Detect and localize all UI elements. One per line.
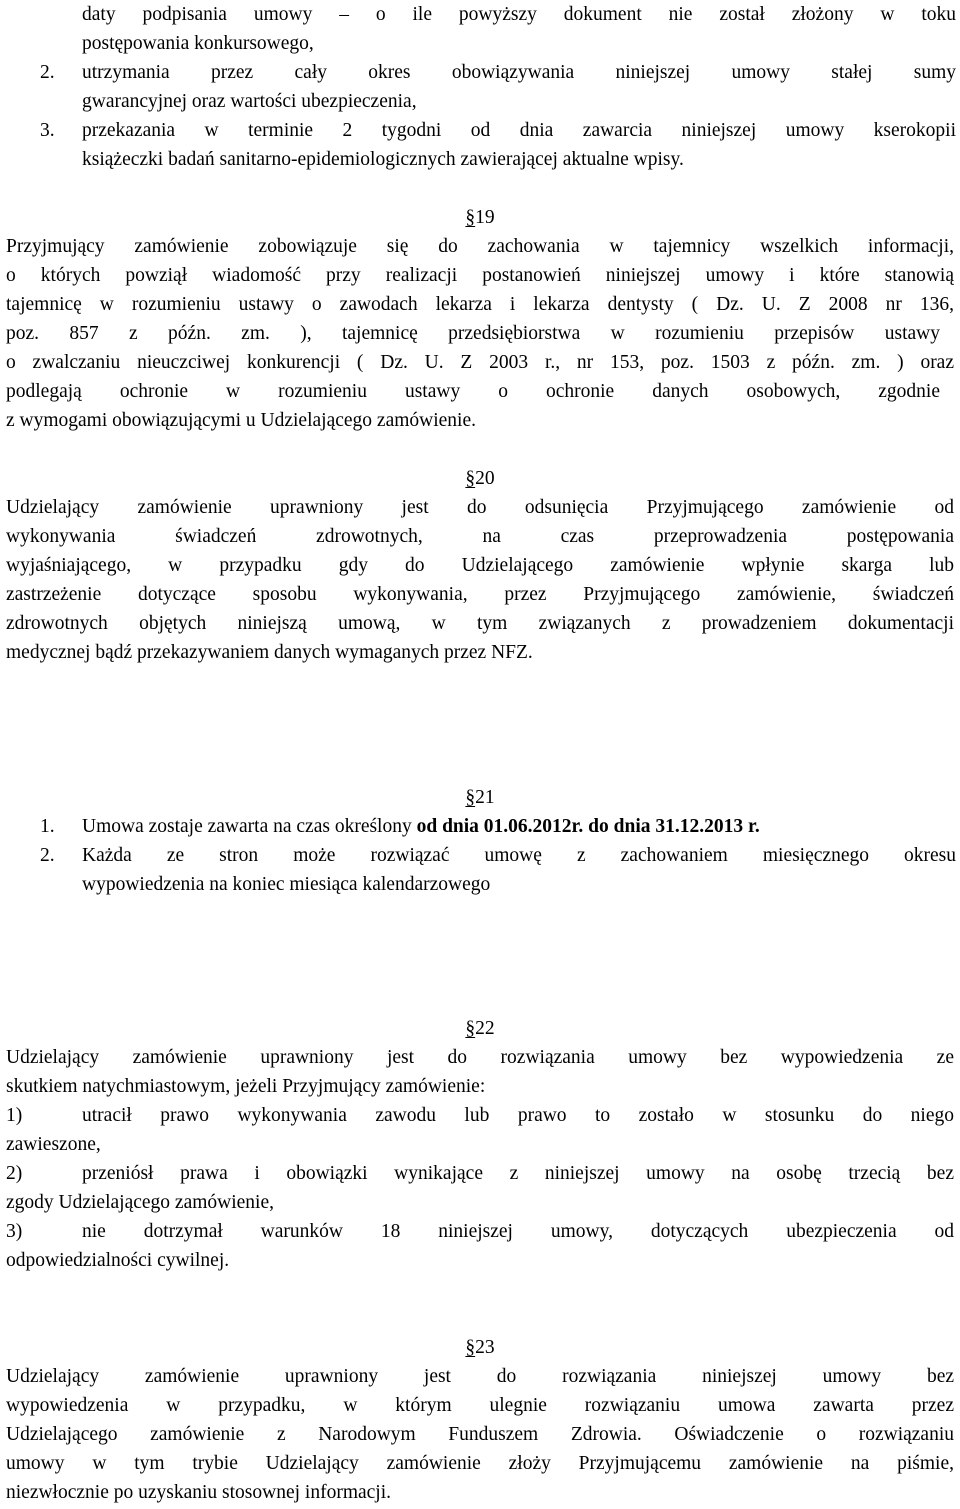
top-item-2-line-2: gwarancyjnej oraz wartości ubezpieczenia, (82, 91, 417, 112)
s23-line-3: Udzielającego zamówienie z Narodowym Funduszem Zdrowia. Oświadczenie o rozwiązaniu (6, 1424, 954, 1445)
section-21-number: 21 (475, 787, 495, 808)
section-21-heading (0, 783, 960, 812)
s21-item-2-line-2: wypowiedzenia na koniec miesiąca kalendarzowego (82, 874, 491, 895)
section-sign-23: § (465, 1337, 476, 1358)
s19-line-7: z wymogami obowiązującymi u Udzielającego zamówienie. (6, 410, 476, 431)
top-item-2-num: 2. (40, 62, 55, 83)
s20-line-5: zdrowotnych objętych niniejszą umową, w tym związanych z prowadzeniem dokumentacji (6, 613, 954, 634)
s19-line-4: poz. 857 z późn. zm. ), tajemnicę przedsiębiorstwa w rozumieniu przepisów ustawy (6, 323, 940, 344)
s20-line-2: wykonywania świadczeń zdrowotnych, na czas przeprowadzenia postępowania (6, 526, 954, 547)
s20-line-1: Udzielający zamówienie uprawniony jest do odsunięcia Przyjmującego zamówienie od (6, 497, 954, 518)
section-22-heading (0, 1014, 960, 1043)
section-sign-21: § (465, 787, 476, 808)
s19-line-2: o których powziął wiadomość przy realizacji postanowień niniejszej umowy i które stanowią (6, 265, 954, 286)
s22-point-3-line-1: nie dotrzymał warunków 18 niniejszej umowy, dotyczących ubezpieczenia od (82, 1221, 954, 1242)
section-23-number: 23 (475, 1337, 495, 1358)
s19-line-1: Przyjmujący zamówienie zobowiązuje się do zachowania w tajemnicy wszelkich informacji, (6, 236, 954, 257)
s23-line-1: Udzielający zamówienie uprawniony jest do rozwiązania niniejszej umowy bez (6, 1366, 954, 1387)
s21-item-2-num: 2. (40, 845, 55, 866)
s23-line-2: wypowiedzenia w przypadku, w którym ulegnie rozwiązaniu umowa zawarta przez (6, 1395, 954, 1416)
section-20-number: 20 (475, 468, 495, 489)
section-sign-22: § (465, 1018, 476, 1039)
s21-item-1 (82, 812, 760, 841)
s21-item-1-num: 1. (40, 816, 55, 837)
s22-point-1-line-1: utracił prawo wykonywania zawodu lub prawo to zostało w stosunku do niego (82, 1105, 954, 1126)
section-22-number: 22 (475, 1018, 495, 1039)
top-item-3-line-1: przekazania w terminie 2 tygodni od dnia zawarcia niniejszej umowy kserokopii (82, 120, 956, 141)
section-19-heading (0, 203, 960, 232)
s22-intro-line-1: Udzielający zamówienie uprawniony jest do rozwiązania umowy bez wypowiedzenia ze (6, 1047, 954, 1068)
top-item-2-line-1: utrzymania przez cały okres obowiązywania niniejszej umowy stałej sumy (82, 62, 956, 83)
s20-line-4: zastrzeżenie dotyczące sposobu wykonywania, przez Przyjmującego zamówienie, świadczeń (6, 584, 954, 605)
top-item-3-line-2: książeczki badań sanitarno-epidemiologicznych zawierającej aktualne wpisy. (82, 149, 684, 170)
s19-line-5: o zwalczaniu nieuczciwej konkurencji ( Dz. U. Z 2003 r., nr 153, poz. 1503 z późn. zm. ) oraz (6, 352, 954, 373)
s22-intro-line-2: skutkiem natychmiastowym, jeżeli Przyjmujący zamówienie: (6, 1076, 486, 1097)
section-sign-19: § (465, 207, 476, 228)
s22-point-3-num: 3) (6, 1221, 23, 1242)
s19-line-6: podlegają ochronie w rozumieniu ustawy o ochronie danych osobowych, zgodnie (6, 381, 940, 402)
s22-point-3-line-2: odpowiedzialności cywilnej. (6, 1250, 230, 1271)
top-line-2: postępowania konkursowego, (82, 33, 314, 54)
section-sign-20: § (465, 468, 476, 489)
section-19-number: 19 (475, 207, 495, 228)
s23-line-5: niezwłocznie po uzyskaniu stosownej informacji. (6, 1482, 392, 1503)
s20-line-3: wyjaśniającego, w przypadku gdy do Udzielającego zamówienie wpłynie skarga lub (6, 555, 954, 576)
s22-point-2-num: 2) (6, 1163, 23, 1184)
s23-line-4: umowy w tym trybie Udzielający zamówienie złoży Przyjmującemu zamówienie na piśmie, (6, 1453, 954, 1474)
s22-point-1-num: 1) (6, 1105, 23, 1126)
s22-point-1-line-2: zawieszone, (6, 1134, 101, 1155)
s20-line-6: medycznej bądź przekazywaniem danych wymaganych przez NFZ. (6, 642, 533, 663)
s21-item-1-dates: od dnia 01.06.2012r. do dnia 31.12.2013 r. (416, 816, 760, 837)
top-item-3-num: 3. (40, 120, 55, 141)
top-line-1: daty podpisania umowy – o ile powyższy dokument nie został złożony w toku (82, 4, 956, 25)
s22-point-2-line-2: zgody Udzielającego zamówienie, (6, 1192, 275, 1213)
s21-item-1-text: Umowa zostaje zawarta na czas określony (82, 816, 412, 837)
section-23-heading (0, 1333, 960, 1362)
section-20-heading (0, 464, 960, 493)
s19-line-3: tajemnicę w rozumieniu ustawy o zawodach lekarza i lekarza dentysty ( Dz. U. Z 2008 nr 136, (6, 294, 954, 315)
s21-item-2-line-1: Każda ze stron może rozwiązać umowę z zachowaniem miesięcznego okresu (82, 845, 956, 866)
s22-point-2-line-1: przeniósł prawa i obowiązki wynikające z niniejszej umowy na osobę trzecią bez (82, 1163, 954, 1184)
